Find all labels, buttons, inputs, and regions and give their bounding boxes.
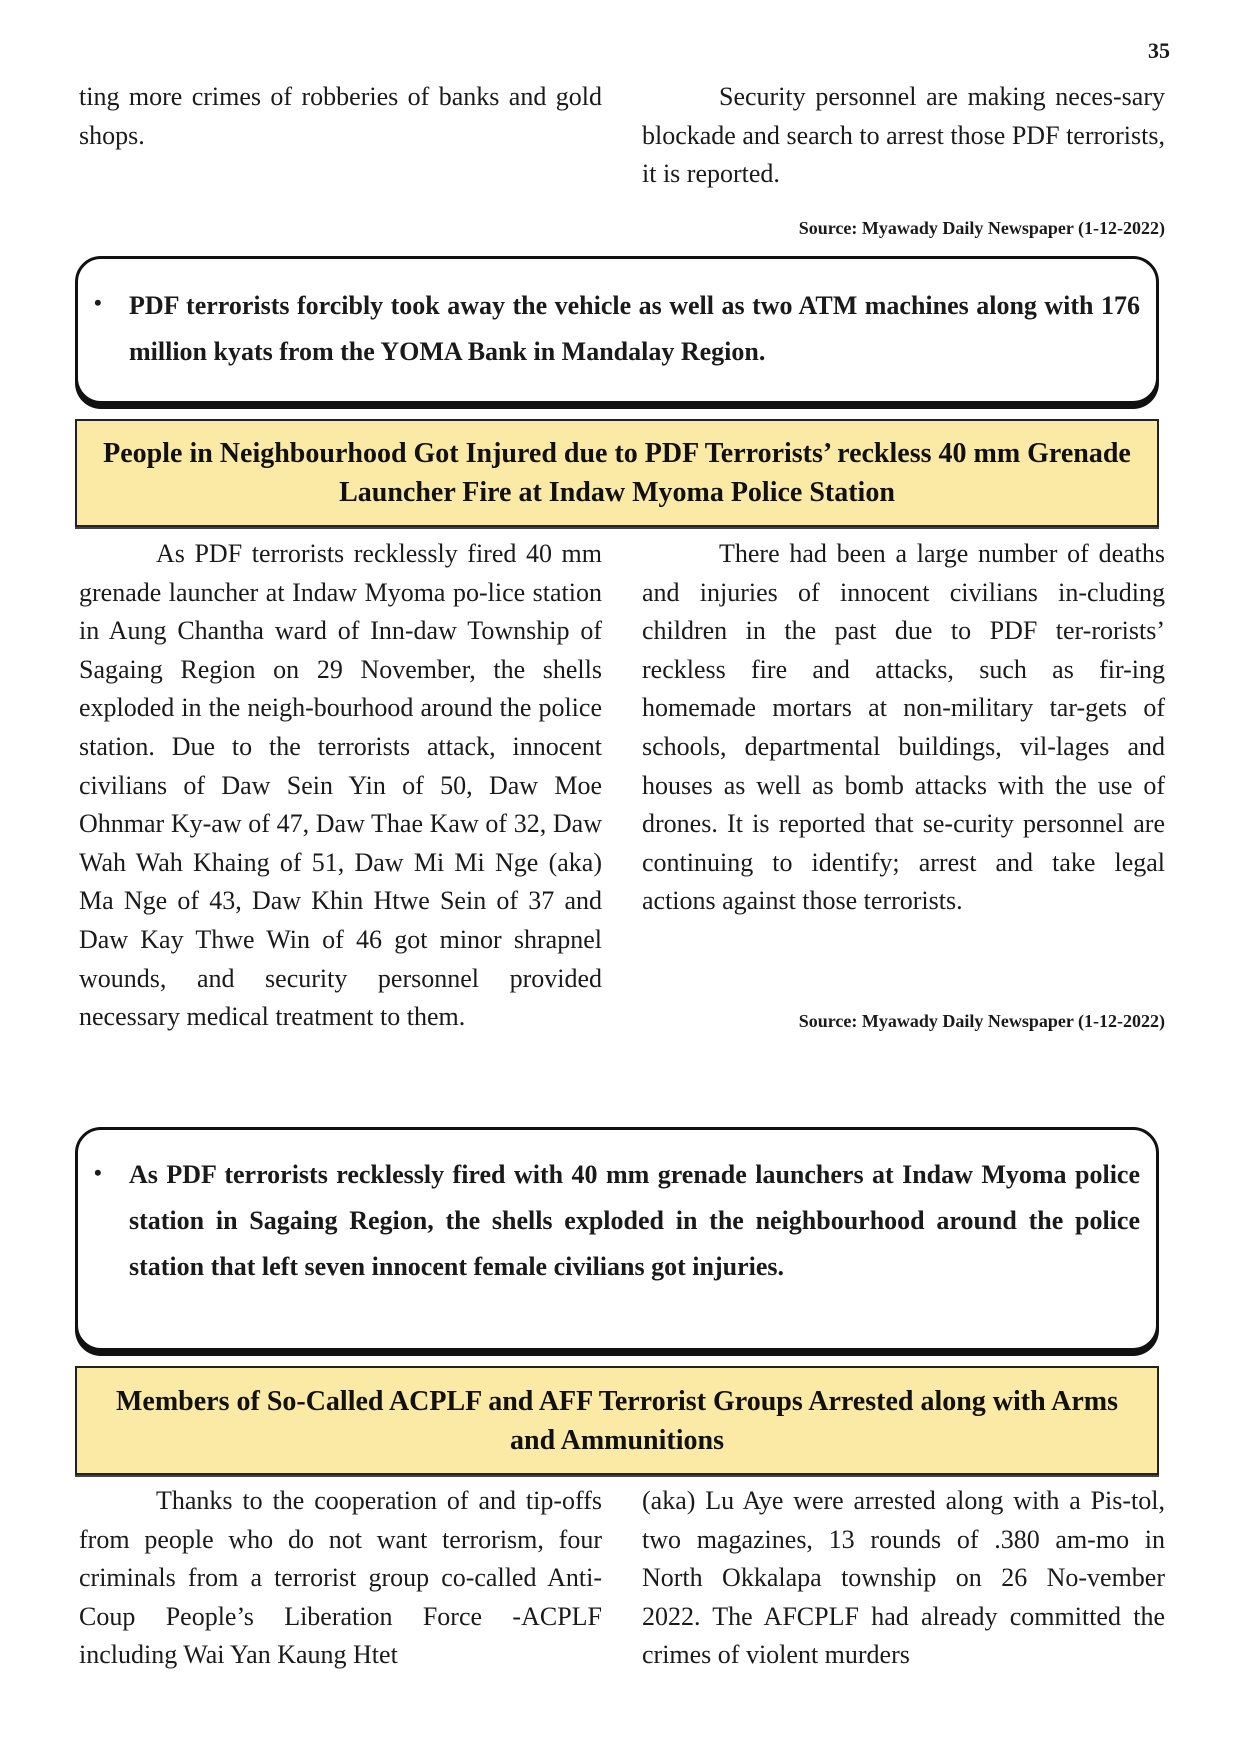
summary-callout	[75, 256, 1159, 404]
bullet-icon: •	[94, 1160, 102, 1185]
article-2-right-column	[642, 1482, 1165, 1675]
article-1-left-paragraph: As PDF terrorists recklessly fired 40 mm grenade launcher at Indaw Myoma po-lice station in Aung Chantha ward of Inn-daw Township of Sagaing Region on 29 November, the shells exploded in the neigh-bourhood around the police station. Due to the terrorists attack, innocent civilians of Daw Sein Yin of 50, Daw Moe Ohnmar Ky-aw of 47, Daw Thae Kaw of 32, Daw Wah Wah Khaing of 51, Daw Mi Mi Nge (aka) Ma Nge of 43, Daw Khin Htwe Sein of 37 and Daw Kay Thwe Win of 46 got minor shrapnel wounds, and security personnel provided necessary medical treatment to them.	[79, 539, 602, 1032]
article-headline: People in Neighbourhood Got Injured due to PDF Terrorists’ reckless 40 mm Grenade Launcher Fire at Indaw Myoma Police Station	[75, 419, 1159, 527]
article-1-left-column	[79, 535, 602, 1037]
top-right-column	[642, 78, 1165, 194]
top-left-column	[79, 78, 602, 155]
source-credit: Source: Myawady Daily Newspaper (1-12-2022)	[798, 218, 1165, 238]
article-2-left-paragraph: Thanks to the cooperation of and tip-offs from people who do not want terrorism, four criminals from a terrorist group co-called Anti-Coup People’s Liberation Force -ACPLF including Wai Yan Kaung Htet	[79, 1486, 602, 1670]
article-2-left-column	[79, 1482, 602, 1675]
top-right-paragraph: Security personnel are making neces-sary blockade and search to arrest those PDF terrorists, it is reported.	[642, 82, 1165, 189]
top-left-paragraph: ting more crimes of robberies of banks and gold shops.	[79, 82, 602, 150]
article-2-right-paragraph: (aka) Lu Aye were arrested along with a Pis-tol, two magazines, 13 rounds of .380 am-mo in North Okkalapa township on 26 No-vember 2022. The AFCPLF had already committed the crimes of violent murders	[642, 1486, 1165, 1670]
callout-text: PDF terrorists forcibly took away the vehicle as well as two ATM machines along with 176 million kyats from the YOMA Bank in Mandalay Region.	[129, 291, 1140, 366]
source-credit: Source: Myawady Daily Newspaper (1-12-2022)	[798, 1011, 1165, 1031]
article-1-right-paragraph: There had been a large number of deaths and injuries of innocent civilians in-cluding children in the past due to PDF ter-rorists’ reckless fire and attacks, such as fir-ing homemade mortars at non-military tar-gets of schools, departmental buildings, vil-lages and houses as well as bomb attacks with the use of drones. It is reported that se-curity personnel are continuing to identify; arrest and take legal actions against those terrorists.	[642, 539, 1165, 916]
page-number: 35	[1148, 38, 1170, 63]
callout-text: As PDF terrorists recklessly fired with 40 mm grenade launchers at Indaw Myoma police station in Sagaing Region, the shells exploded in the neighbourhood around the police station that left seven innocent female civilians got injuries.	[129, 1160, 1140, 1281]
article-1-right-column	[642, 535, 1165, 921]
summary-callout	[75, 1127, 1159, 1351]
article-headline: Members of So-Called ACPLF and AFF Terrorist Groups Arrested along with Arms and Ammunitions	[75, 1366, 1159, 1475]
bullet-icon: •	[94, 290, 102, 315]
